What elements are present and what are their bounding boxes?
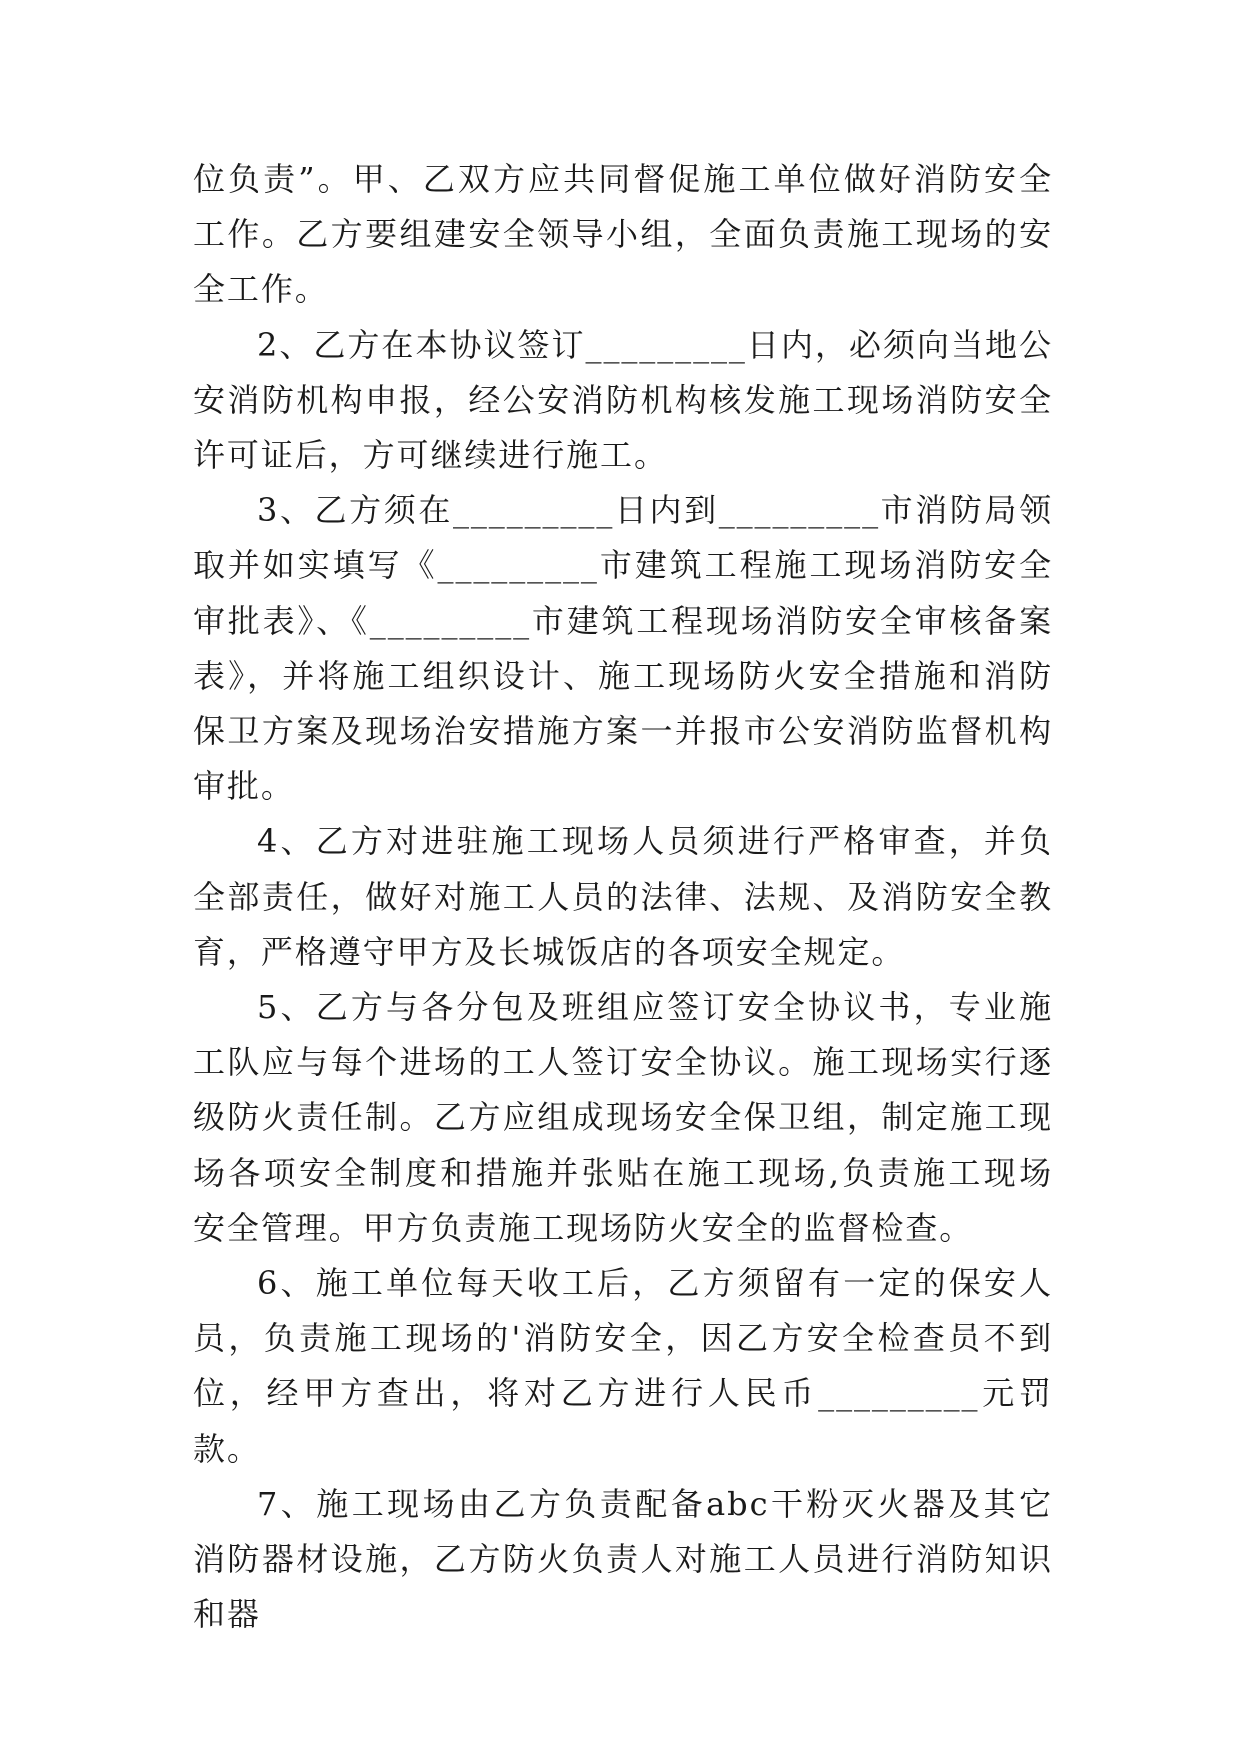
paragraph-item-2: 2、乙方在本协议签订_________日内，必须向当地公安消防机构申报，经公安消防机构核发施工现场消防安全许可证后，方可继续进行施工。 [193,325,1053,475]
paragraph-1-continued: 位负责”。甲、乙双方应共同督促施工单位做好消防安全工作。乙方要组建安全领导小组，全面负责施工现场的安全工作。 [193,160,1053,309]
paragraph-item-3: 3、乙方须在_________日内到_________市消防局领取并如实填写《_________市建筑工程施工现场消防安全审批表》、《_________市建筑工程现场消防安全审核备案表》，并将施工组织设计、施工现场防火安全措施和消防保卫方案及现场治安措施方案一并报市公安消防监督机构审批。 [193,491,1053,806]
paragraph-item-6: 6、施工单位每天收工后，乙方须留有一定的保安人员，负责施工现场的'消防安全，因乙方安全检查员不到位，经甲方查出，将对乙方进行人民币_________元罚款。 [193,1264,1053,1468]
paragraph-item-5: 5、乙方与各分包及班组应签订安全协议书，专业施工队应与每个进场的工人签订安全协议。施工现场实行逐级防火责任制。乙方应组成现场安全保卫组，制定施工现场各项安全制度和措施并张贴在施工现场,负责施工现场安全管理。甲方负责施工现场防火安全的监督检查。 [193,988,1053,1247]
paragraph-item-7: 7、施工现场由乙方负责配备abc干粉灭火器及其它消防器材设施，乙方防火负责人对施工人员进行消防知识和器 [193,1484,1053,1634]
paragraph-item-4: 4、乙方对进驻施工现场人员须进行严格审查，并负全部责任，做好对施工人员的法律、法规、及消防安全教育，严格遵守甲方及长城饭店的各项安全规定。 [193,822,1053,971]
document-body [193,152,1053,1642]
